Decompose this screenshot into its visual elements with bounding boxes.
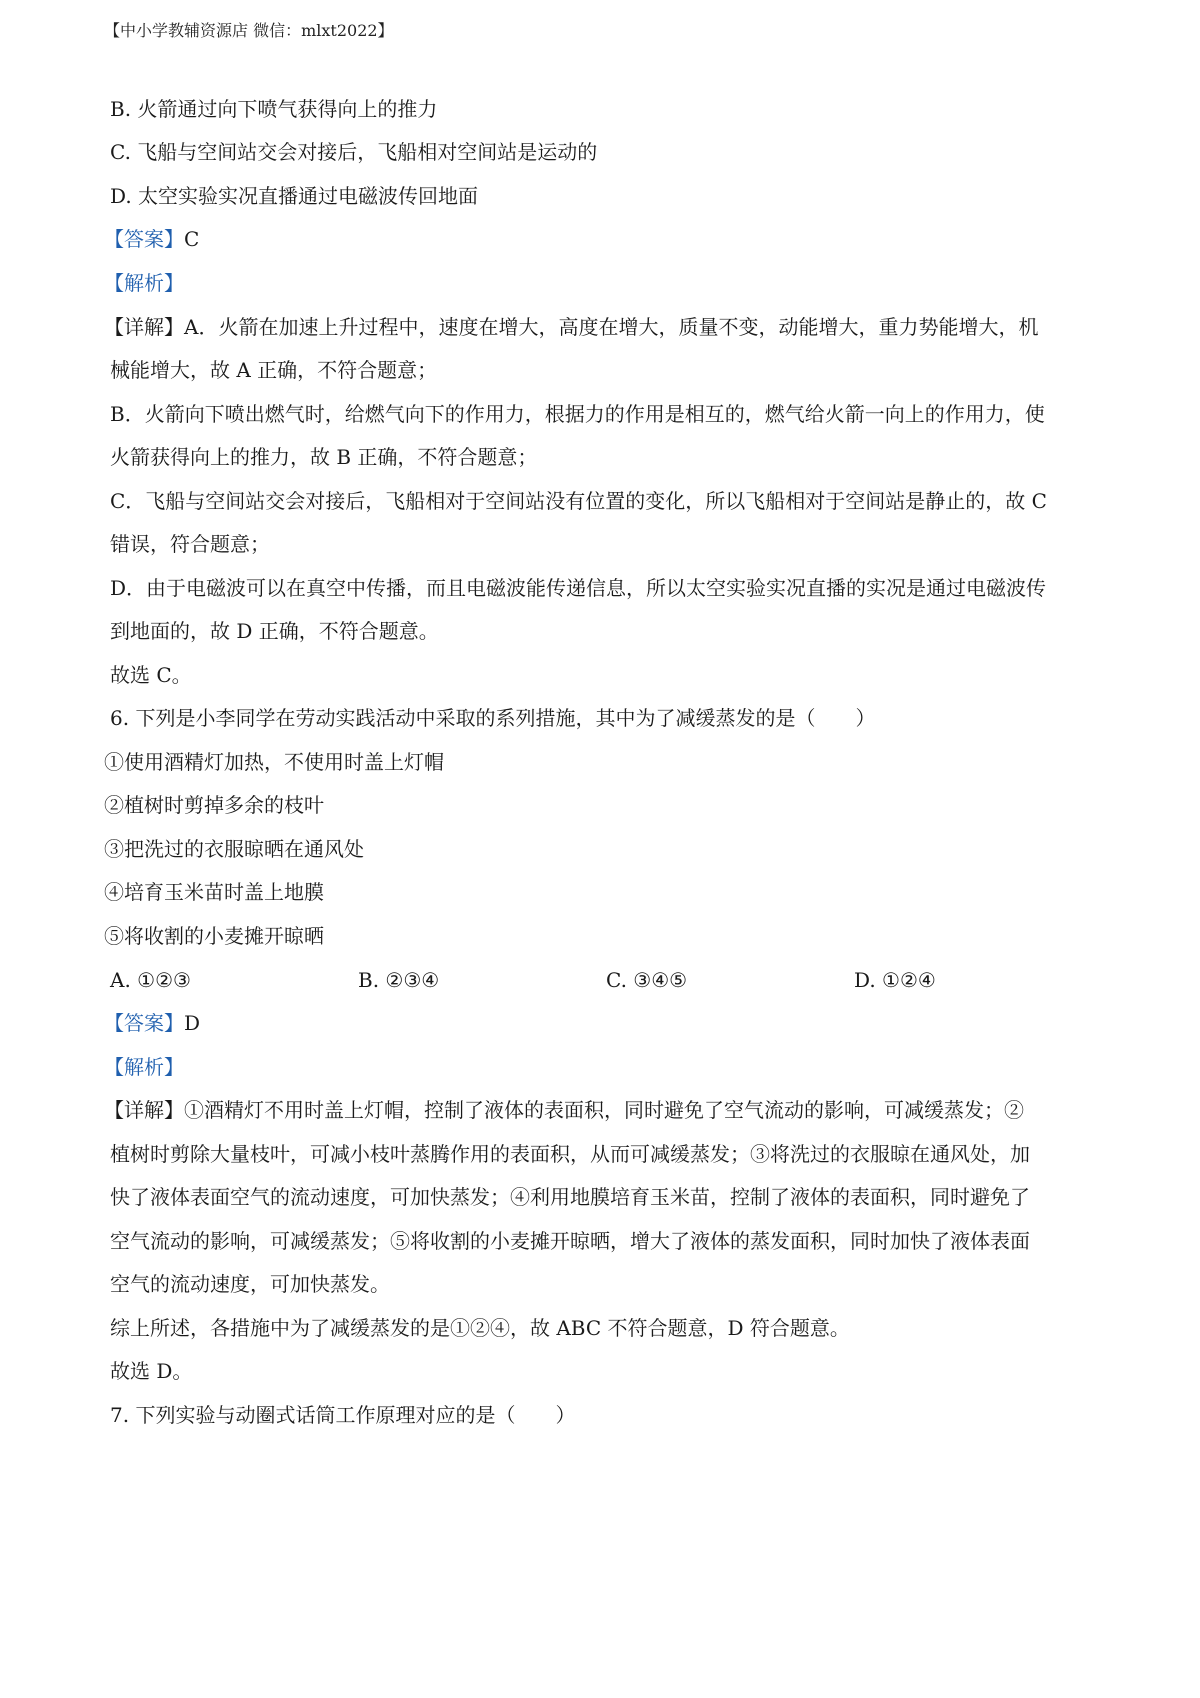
- q6-detail-line-3: 快了液体表面空气的流动速度，可加快蒸发；④利用地膜培育玉米苗，控制了液体的表面积，同时避免了: [110, 1185, 1030, 1209]
- q5-detail-line-9: 故选 C。: [110, 663, 192, 687]
- q6-item-2: ②植树时剪掉多余的枝叶: [104, 793, 324, 817]
- analysis-tag: 【解析】: [104, 1055, 184, 1079]
- q6-item-1: ①使用酒精灯加热，不使用时盖上灯帽: [104, 750, 444, 774]
- q5-detail-line-6: 错误，符合题意；: [110, 532, 270, 556]
- detail-text: ①酒精灯不用时盖上灯帽，控制了液体的表面积，同时避免了空气流动的影响，可减缓蒸发；②: [184, 1098, 1024, 1122]
- q6-option-c: C. ③④⑤: [606, 968, 688, 992]
- q6-item-4: ④培育玉米苗时盖上地膜: [104, 880, 324, 904]
- detail-tag: 【详解】: [104, 315, 184, 339]
- q5-answer: [104, 226, 199, 252]
- q5-analysis: [104, 270, 184, 296]
- q6-option-d: D. ①②④: [854, 968, 936, 992]
- q5-option-d: D. 太空实验实况直播通过电磁波传回地面: [110, 184, 479, 208]
- q6-detail-line-6: 综上所述，各措施中为了减缓蒸发的是①②④，故 ABC 不符合题意，D 符合题意。: [110, 1316, 850, 1340]
- detail-tag: 【详解】: [104, 1098, 184, 1122]
- q5-option-c: C. 飞船与空间站交会对接后，飞船相对空间站是运动的: [110, 140, 598, 164]
- q6-detail-line-4: 空气流动的影响，可减缓蒸发；⑤将收割的小麦摊开晾晒，增大了液体的蒸发面积，同时加快了液体表面: [110, 1229, 1030, 1253]
- analysis-tag: 【解析】: [104, 271, 184, 295]
- q5-detail-line-4: 火箭获得向上的推力，故 B 正确，不符合题意；: [110, 445, 538, 469]
- q5-detail-line-8: 到地面的，故 D 正确，不符合题意。: [110, 619, 439, 643]
- q6-detail-line-1: [104, 1097, 1024, 1123]
- detail-text: A．火箭在加速上升过程中，速度在增大，高度在增大，质量不变，动能增大，重力势能增大，机: [184, 315, 1039, 339]
- q5-detail-line-1: [104, 314, 1038, 340]
- q6-item-5: ⑤将收割的小麦摊开晾晒: [104, 924, 324, 948]
- q6-option-b: B. ②③④: [358, 968, 440, 992]
- q5-option-b: B. 火箭通过向下喷气获得向上的推力: [110, 97, 438, 121]
- q6-detail-line-5: 空气的流动速度，可加快蒸发。: [110, 1272, 390, 1296]
- q6-answer: [104, 1010, 200, 1036]
- page-header: 【中小学教辅资源店 微信：mlxt2022】: [104, 21, 394, 40]
- q7-stem: 7. 下列实验与动圈式话筒工作原理对应的是（ ）: [110, 1403, 576, 1427]
- q6-item-3: ③把洗过的衣服晾晒在通风处: [104, 837, 364, 861]
- q6-detail-line-2: 植树时剪除大量枝叶，可减小枝叶蒸腾作用的表面积，从而可减缓蒸发；③将洗过的衣服晾在通风处，加: [110, 1142, 1030, 1166]
- answer-tag: 【答案】: [104, 227, 184, 251]
- q5-detail-line-7: D．由于电磁波可以在真空中传播，而且电磁波能传递信息，所以太空实验实况直播的实况是通过电磁波传: [110, 576, 1047, 600]
- q5-detail-line-2: 械能增大，故 A 正确，不符合题意；: [110, 358, 438, 382]
- q6-detail-line-7: 故选 D。: [110, 1359, 193, 1383]
- q5-detail-line-5: C．飞船与空间站交会对接后，飞船相对于空间站没有位置的变化，所以飞船相对于空间站是静止的，故 C: [110, 489, 1047, 513]
- q6-analysis: [104, 1054, 184, 1080]
- q6-option-a: A. ①②③: [110, 968, 191, 992]
- answer-value: D: [184, 1011, 201, 1035]
- answer-tag: 【答案】: [104, 1011, 184, 1035]
- q6-stem: 6. 下列是小李同学在劳动实践活动中采取的系列措施，其中为了减缓蒸发的是（ ）: [110, 706, 876, 730]
- answer-value: C: [184, 227, 200, 251]
- q5-detail-line-3: B．火箭向下喷出燃气时，给燃气向下的作用力，根据力的作用是相互的，燃气给火箭一向上的作用力，使: [110, 402, 1045, 426]
